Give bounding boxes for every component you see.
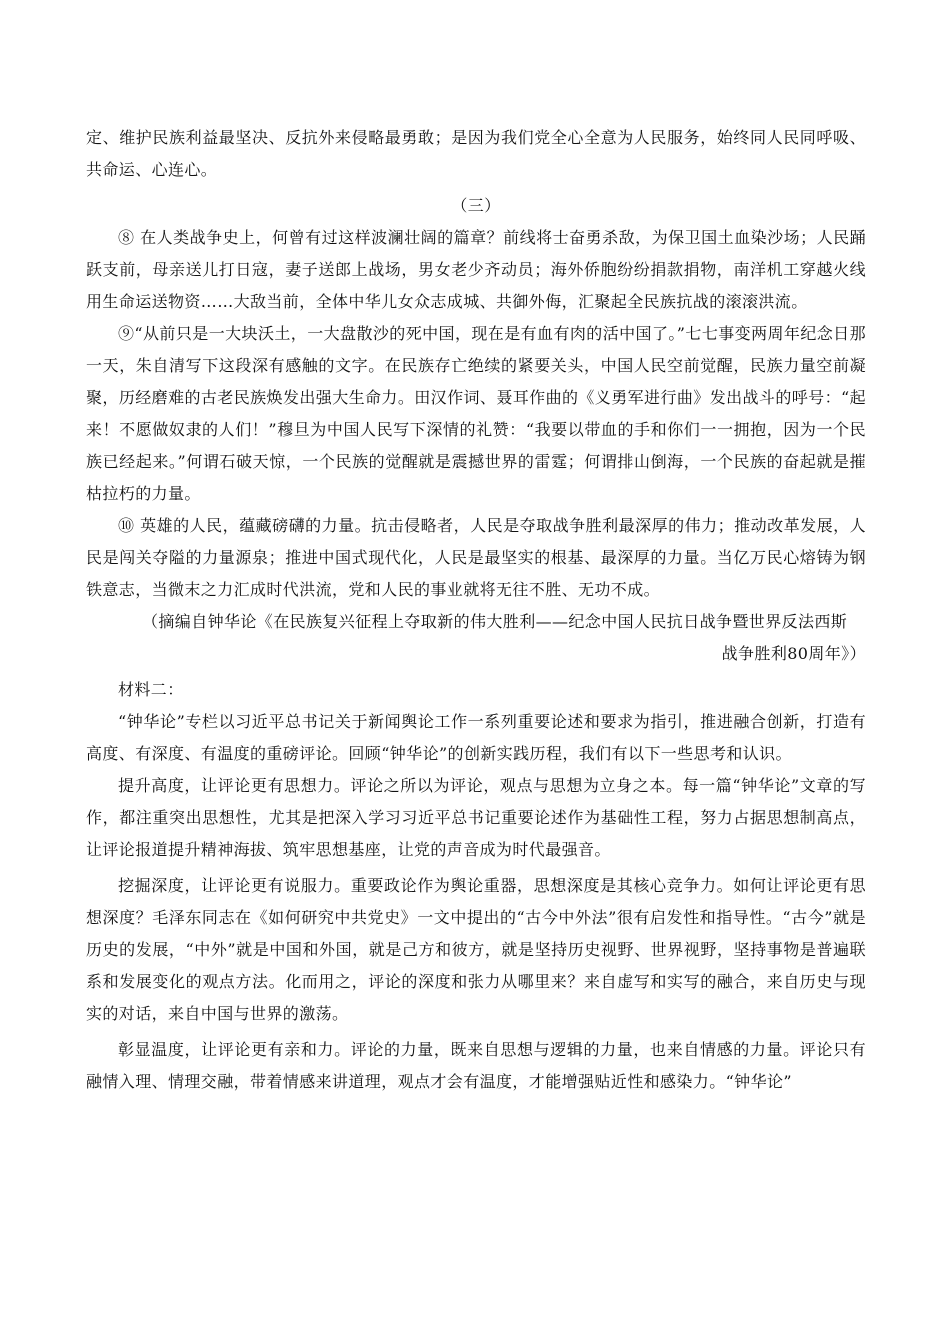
document-page: [86, 122, 866, 1098]
paragraph-9: ⑨“从前只是一大块沃土，一大盘散沙的死中国，现在是有血有肉的活中国了。”七七事变两周年纪念日那一天，朱自清写下这段深有感触的文字。在民族存亡绝续的紧要关头，中国人民空前觉醒，民族力量空前凝聚，历经磨难的古老民族焕发出强大生命力。田汉作词、聂耳作曲的《义勇军进行曲》发出战斗的呼号：“起来！不愿做奴隶的人们！”穆旦为中国人民写下深情的礼赞：“我要以带血的手和你们一一拥抱，因为一个民族已经起来。”何谓石破天惊，一个民族的觉醒就是震撼世界的雷霆；何谓排山倒海，一个民族的奋起就是摧枯拉朽的力量。: [86, 324, 866, 503]
material-paragraph-1: “钟华论”专栏以习近平总书记关于新闻舆论工作一系列重要论述和要求为指引，推进融合创新，打造有高度、有深度、有温度的重磅评论。回顾“钟华论”的创新实践历程，我们有以下一些思考和认识。: [86, 712, 866, 763]
material-paragraph-3: 挖掘深度，让评论更有说服力。重要政论作为舆论重器，思想深度是其核心竞争力。如何让评论更有思想深度？毛泽东同志在《如何研究中共党史》一文中提出的“古今中外法”很有启发性和指导性。“古今”就是历史的发展，“中外”就是中国和外国，就是己方和彼方，就是坚持历史视野、世界视野，坚持事物是普遍联系和发展变化的观点方法。化而用之，评论的深度和张力从哪里来？来自虚写和实写的融合，来自历史与现实的对话，来自中国与世界的激荡。: [86, 876, 866, 1023]
section-heading-three: （三）: [451, 196, 501, 215]
paragraph-10: ⑩ 英雄的人民，蕴藏磅礴的力量。抗击侵略者，人民是夺取战争胜利最深厚的伟力；推动改革发展，人民是闯关夺隘的力量源泉；推进中国式现代化，人民是最坚实的根基、最深厚的力量。当亿万民心熔铸为钢铁意志，当微末之力汇成时代洪流，党和人民的事业就将无往不胜、无功不成。: [86, 516, 866, 599]
material-two-heading: 材料二：: [118, 680, 184, 699]
material-paragraph-4: 彰显温度，让评论更有亲和力。评论的力量，既来自思想与逻辑的力量，也来自情感的力量。评论只有融情入理、情理交融，带着情感来讲道理，观点才会有温度，才能增强贴近性和感染力。“钟华论”: [86, 1040, 866, 1091]
source-citation-line1: （摘编自钟华论《在民族复兴征程上夺取新的伟大胜利——纪念中国人民抗日战争暨世界反法西斯: [142, 612, 848, 631]
material-paragraph-2: 提升高度，让评论更有思想力。评论之所以为评论，观点与思想为立身之本。每一篇“钟华论”文章的写作，都注重突出思想性，尤其是把深入学习习近平总书记重要论述作为基础性工程，努力占据思想制高点，让评论报道提升精神海拔、筑牢思想基座，让党的声音成为时代最强音。: [86, 776, 866, 859]
paragraph-8: ⑧ 在人类战争史上，何曾有过这样波澜壮阔的篇章？前线将士奋勇杀敌，为保卫国土血染沙场；人民踊跃支前，母亲送儿打日寇，妻子送郎上战场，男女老少齐动员；海外侨胞纷纷捐款捐物，南洋机工穿越火线用生命运送物资……大敌当前，全体中华儿女众志成城、共御外侮，汇聚起全民族抗战的滚滚洪流。: [86, 228, 866, 311]
source-citation-line2: 战争胜利80周年》）: [721, 644, 866, 663]
paragraph-continuation: 定、维护民族利益最坚决、反抗外来侵略最勇敢；是因为我们党全心全意为人民服务，始终同人民同呼吸、共命运、心连心。: [86, 128, 866, 179]
